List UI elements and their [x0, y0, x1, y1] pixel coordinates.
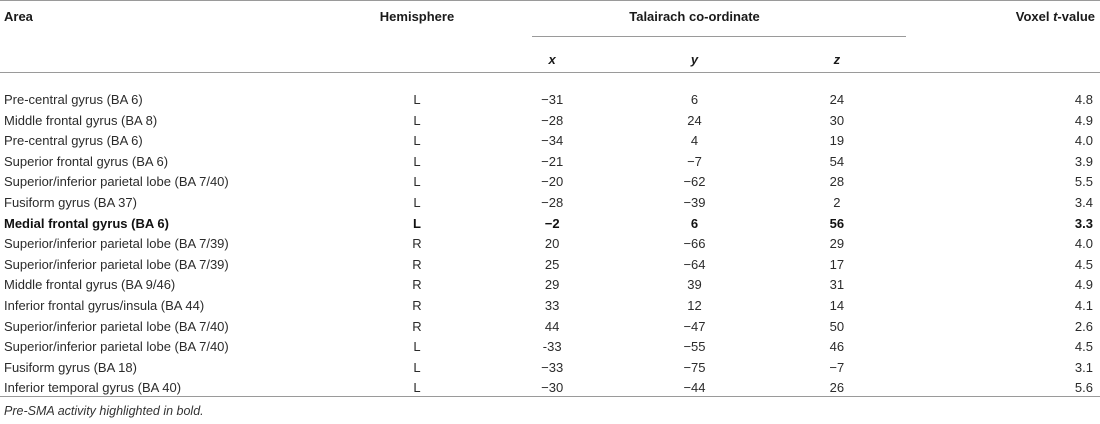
- cell-y: −64: [683, 256, 706, 272]
- cell-z: 29: [829, 236, 845, 252]
- cell-z: 50: [829, 318, 845, 334]
- cell-area: Middle frontal gyrus (BA 9/46): [4, 277, 176, 293]
- cell-x: −2: [544, 215, 560, 231]
- cell-t-value: 4.9: [1074, 112, 1093, 128]
- cell-x: −21: [541, 153, 564, 169]
- cell-y: 4: [690, 133, 699, 149]
- cell-y: −62: [683, 174, 706, 190]
- cell-t-value: 4.0: [1074, 133, 1093, 149]
- cell-x: 44: [544, 318, 560, 334]
- table-row: [0, 193, 1100, 214]
- cell-area: Superior frontal gyrus (BA 6): [4, 153, 169, 169]
- cell-area: Superior/inferior parietal lobe (BA 7/40): [4, 174, 229, 190]
- cell-hemisphere: L: [413, 215, 421, 231]
- cell-hemisphere: L: [413, 92, 421, 107]
- cell-z: 14: [829, 297, 845, 313]
- table-row: [0, 152, 1100, 173]
- header-hemisphere: Hemisphere: [379, 9, 455, 24]
- cell-x: −28: [541, 112, 564, 128]
- voxel-t-symbol: t: [1053, 9, 1058, 24]
- cell-area: Middle frontal gyrus (BA 8): [4, 112, 158, 128]
- cell-area: Superior/inferior parietal lobe (BA 7/40): [4, 339, 229, 355]
- table-row: [0, 275, 1100, 296]
- cell-t-value: 2.6: [1074, 318, 1093, 334]
- cell-z: 46: [829, 339, 845, 355]
- cell-y: −47: [683, 318, 706, 334]
- cell-t-value: 5.5: [1074, 174, 1093, 190]
- cell-hemisphere: L: [413, 194, 421, 210]
- cell-y: 6: [690, 92, 699, 107]
- header-z: z: [833, 52, 841, 67]
- cell-t-value: 4.1: [1074, 297, 1093, 313]
- cell-t-value: 3.1: [1074, 359, 1093, 375]
- cell-y: −44: [683, 380, 706, 396]
- header-area: Area: [4, 9, 33, 24]
- table-row: [0, 337, 1100, 358]
- cell-x: 20: [544, 236, 560, 252]
- cell-y: 39: [687, 277, 702, 293]
- cell-z: 28: [829, 174, 845, 190]
- cell-x: −20: [541, 174, 564, 190]
- voxel-suffix: -value: [1057, 9, 1095, 24]
- cell-x: 29: [544, 277, 560, 293]
- cell-hemisphere: R: [412, 297, 422, 313]
- table-row: [0, 214, 1100, 235]
- cell-hemisphere: R: [412, 256, 422, 272]
- cell-area: Pre-central gyrus (BA 6): [4, 133, 143, 149]
- cell-x: −30: [541, 380, 564, 396]
- cell-z: 56: [829, 215, 845, 231]
- cell-hemisphere: L: [413, 112, 421, 128]
- header-voxel-t-value: [908, 0, 1100, 42]
- cell-y: −75: [683, 359, 706, 375]
- header-x: x: [548, 52, 556, 67]
- cell-y: 12: [687, 297, 702, 313]
- cell-z: 17: [829, 256, 845, 272]
- table-row: [0, 90, 1100, 111]
- cell-x: −28: [541, 194, 564, 210]
- cell-y: −7: [687, 153, 702, 169]
- cell-area: Pre-central gyrus (BA 6): [4, 92, 143, 107]
- table-row: [0, 131, 1100, 152]
- cell-x: −33: [541, 359, 564, 375]
- cell-area: Medial frontal gyrus (BA 6): [4, 215, 169, 231]
- cell-z: 30: [829, 112, 845, 128]
- cell-z: 24: [829, 92, 845, 107]
- table-row: [0, 317, 1100, 338]
- cell-hemisphere: L: [413, 153, 421, 169]
- cell-area: Superior/inferior parietal lobe (BA 7/39): [4, 256, 229, 272]
- cell-t-value: 4.8: [1074, 92, 1093, 107]
- header-bottom-rule: [0, 72, 1100, 73]
- cell-hemisphere: R: [412, 236, 422, 252]
- table-body: [0, 77, 1100, 399]
- table-header: [0, 0, 1100, 77]
- table-row: [0, 111, 1100, 132]
- cell-y: 24: [687, 112, 702, 128]
- cell-y: −39: [683, 194, 706, 210]
- cell-t-value: 3.4: [1074, 194, 1093, 210]
- header-row-primary: [0, 0, 1100, 42]
- cell-x: 25: [544, 256, 560, 272]
- cell-t-value: 4.9: [1074, 277, 1093, 293]
- cell-x: -33: [542, 339, 562, 355]
- cell-z: 54: [829, 153, 845, 169]
- cell-t-value: 5.6: [1074, 380, 1093, 396]
- cell-z: 31: [829, 277, 845, 293]
- table-row: [0, 172, 1100, 193]
- cell-t-value: 3.9: [1074, 153, 1093, 169]
- cell-y: −66: [683, 236, 706, 252]
- cell-y: −55: [683, 339, 706, 355]
- voxel-prefix: Voxel: [1015, 9, 1054, 24]
- cell-y: 6: [690, 215, 699, 231]
- table-bottom-rule: [0, 396, 1100, 397]
- cell-z: 2: [833, 194, 841, 210]
- table-row: [0, 296, 1100, 317]
- cell-x: 33: [544, 297, 560, 313]
- cell-t-value: 4.0: [1074, 236, 1093, 252]
- cell-hemisphere: L: [413, 174, 421, 190]
- cell-hemisphere: L: [413, 359, 421, 375]
- cell-z: −7: [829, 359, 845, 375]
- cell-z: 19: [829, 133, 845, 149]
- header-y: y: [690, 52, 699, 67]
- cell-hemisphere: L: [413, 339, 421, 355]
- cell-area: Fusiform gyrus (BA 18): [4, 359, 137, 375]
- cell-t-value: 4.5: [1074, 256, 1093, 272]
- table-row: [0, 234, 1100, 255]
- table-row: [0, 358, 1100, 379]
- cell-area: Inferior frontal gyrus/insula (BA 44): [4, 297, 205, 313]
- cell-x: −34: [541, 133, 564, 149]
- cell-t-value: 3.3: [1074, 215, 1093, 231]
- cell-area: Superior/inferior parietal lobe (BA 7/39): [4, 236, 229, 252]
- table-row: [0, 255, 1100, 276]
- cell-area: Fusiform gyrus (BA 37): [4, 194, 137, 210]
- table-footnote: Pre-SMA activity highlighted in bold.: [4, 404, 204, 418]
- cell-hemisphere: R: [412, 318, 422, 334]
- cell-x: −31: [541, 92, 564, 107]
- cell-area: Inferior temporal gyrus (BA 40): [4, 380, 182, 396]
- cell-hemisphere: R: [412, 277, 422, 293]
- cell-t-value: 4.5: [1074, 339, 1093, 355]
- header-talairach: Talairach co-ordinate: [629, 9, 760, 24]
- cell-area: Superior/inferior parietal lobe (BA 7/40): [4, 318, 229, 334]
- cell-z: 26: [829, 380, 845, 396]
- cell-hemisphere: L: [413, 380, 421, 396]
- cell-hemisphere: L: [413, 133, 421, 149]
